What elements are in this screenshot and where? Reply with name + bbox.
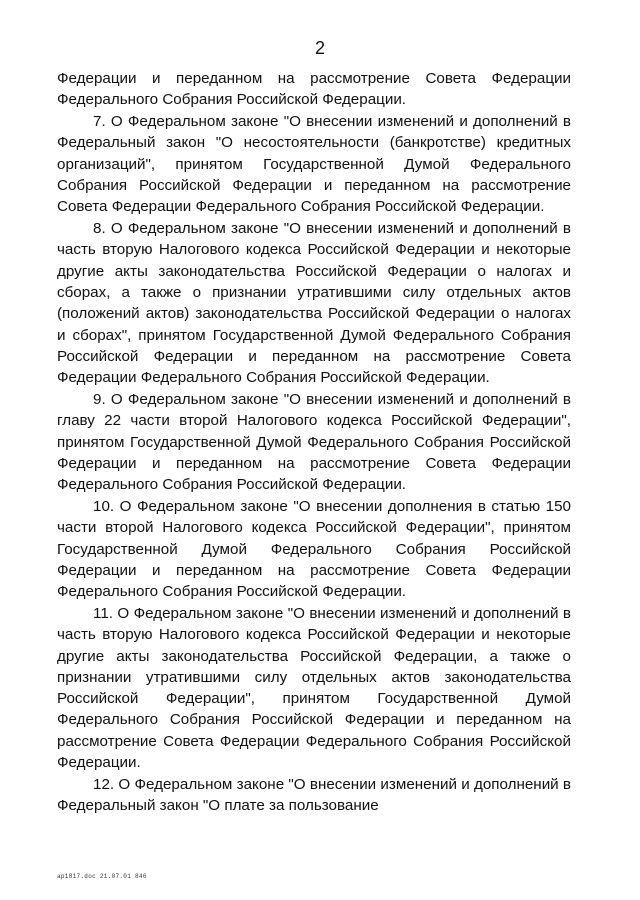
document-body bbox=[57, 68, 571, 817]
paragraph-item-8: 8. О Федеральном законе "О внесении изменений и дополнений в часть вторую Налогового кодекса Российской Федерации и некоторые другие акты законодательства Российской Федерации о налогах и сборах, а также о признании утратившими силу отдельных актов (положений актов) законодательства Российской Федерации о налогах и сборах", принятом Государственной Думой Федерального Собрания Российской Федерации и переданном на рассмотрение Совета Федерации Федерального Собрания Российской Федерации. bbox=[57, 220, 571, 387]
paragraph-item-9: 9. О Федеральном законе "О внесении изменений и дополнений в главу 22 части второй Налогового кодекса Российской Федерации", принятом Государственной Думой Федерального Собрания Российской Федерации и переданном на рассмотрение Совета Федерации Федерального Собрания Российской Федерации. bbox=[57, 390, 571, 494]
page-number: 2 bbox=[314, 38, 325, 58]
paragraph-continuation: Федерации и переданном на рассмотрение Совета Федерации Федерального Собрания Российской Федерации. bbox=[57, 70, 571, 109]
paragraph-item-7: 7. О Федеральном законе "О внесении изменений и дополнений в Федеральный закон "О несостоятельности (банкротстве) кредитных организаций", принятом Государственной Думой Федерального Собрания Российской Федерации и переданном на рассмотрение Совета Федерации Федерального Собрания Российской Федерации. bbox=[57, 113, 571, 216]
paragraph-item-12: 12. О Федеральном законе "О внесении изменений и дополнений в Федеральный закон "О плате за пользование bbox=[57, 775, 571, 815]
paragraph-item-11: 11. О Федеральном законе "О внесении изменений и дополнений в часть вторую Налогового кодекса Российской Федерации и некоторые другие акты законодательства Российской Федерации, а также о признании утратившими силу отдельных актов законодательства Российской Федерации", принятом Государственной Думой Федерального Собрания Российской Федерации и переданном на рассмотрение Совета Федерации Федерального Собрания Российской Федерации. bbox=[57, 604, 571, 771]
footer-file-code: ap1817.doc 21.07.01 846 bbox=[57, 873, 147, 880]
paragraph-item-10: 10. О Федеральном законе "О внесении дополнения в статью 150 части второй Налогового кодекса Российской Федерации", принятом Государственной Думой Федерального Собрания Российской Федерации и переданном на рассмотрение Совета Федерации Федерального Собрания Российской Федерации. bbox=[57, 497, 571, 601]
